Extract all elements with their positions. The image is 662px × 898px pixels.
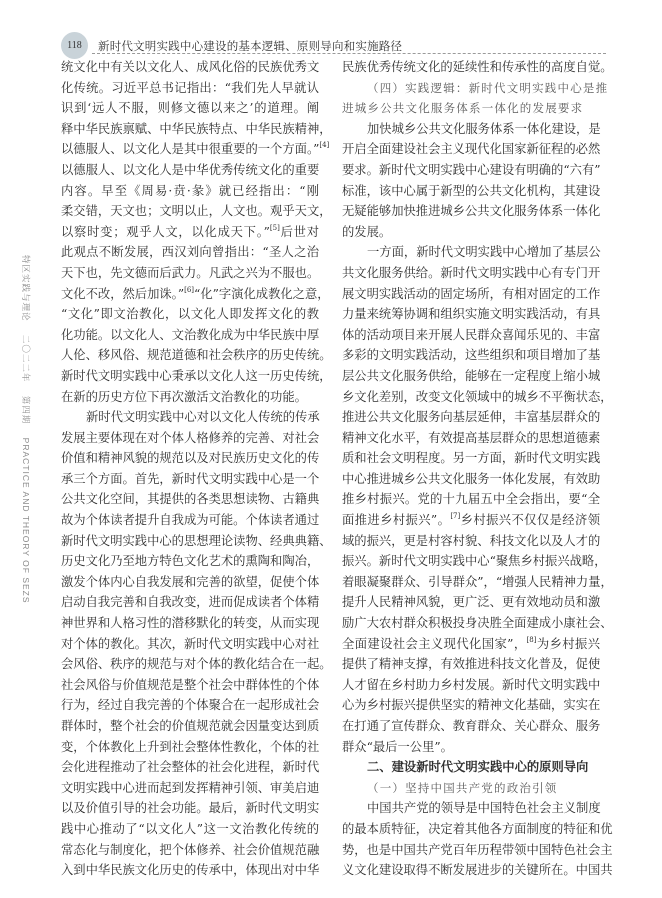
text-line	[61, 119, 332, 140]
text-segment: 力量来统筹协调和组织实施文明实践活动，有具	[342, 307, 601, 322]
text-line	[61, 57, 319, 78]
text-segment: 域的振兴，更是村容村貌、科技文化以及人才的	[342, 533, 601, 548]
text-line	[61, 139, 330, 160]
text-segment: 推进公共文化服务向基层延伸，丰富基层群众的	[342, 410, 601, 425]
text-line	[61, 201, 332, 222]
text-segment: 激发个体内心自我发展和完善的欲望，促使个体	[61, 574, 320, 589]
text-segment: 提升人民精神风貌，更广泛、更有效地动员和激	[342, 595, 601, 610]
text-line	[61, 242, 319, 263]
text-line	[342, 819, 613, 840]
text-line	[61, 181, 319, 202]
text-line	[61, 654, 332, 675]
text-segment: 群体时，整个社会的价值规范就会因量变达到质	[61, 719, 320, 733]
text-segment: 内容。早至《周易·贲·彖》就已经指出：“刚	[61, 183, 319, 198]
text-line	[342, 613, 613, 634]
text-line	[61, 78, 319, 99]
text-segment: 的最本质特征，决定着其他各方面制度的特征和优	[342, 821, 613, 836]
text-line	[61, 860, 319, 881]
text-line	[342, 654, 600, 675]
text-segment: 公共文化空间，其提供的各类思想读物、古籍典	[61, 492, 320, 507]
text-line	[342, 242, 600, 263]
citation-marker: [4]	[319, 141, 330, 150]
text-segment: 化功能。以文化人、文治教化成为中华民族中厚	[61, 327, 320, 342]
subsection-heading-line	[342, 78, 609, 99]
text-segment: 进城乡公共文化服务体系一体化的发展要求	[342, 101, 584, 116]
running-header-title: 新时代文明实践中心建设的基本逻辑、原则导向和实施路径	[98, 39, 403, 53]
text-segment: 着眼凝聚群众、引导群众”，“增强人民精神力量，	[342, 574, 613, 589]
section-heading	[342, 757, 600, 778]
text-line	[61, 798, 319, 819]
text-line	[61, 778, 319, 799]
text-segment: 人才留在乡村助力乡村发展。新时代文明实践中	[342, 677, 601, 692]
text-segment: “化”字演化成教化之意，	[194, 286, 330, 301]
text-segment: （一）坚持中国共产党的政治引领	[367, 780, 558, 795]
text-line	[61, 407, 319, 428]
text-line	[61, 345, 332, 366]
text-line	[342, 860, 613, 881]
text-segment: 以及价值引导的社会功能。最后，新时代文明实	[61, 801, 320, 816]
text-line	[342, 572, 613, 593]
text-segment: 乡村振兴不仅仅是经济领	[460, 513, 600, 528]
text-line	[342, 387, 613, 408]
text-segment: 社会风俗与价值规范是整个社会中群体性的个体	[61, 677, 320, 692]
text-line	[61, 757, 319, 778]
text-line	[61, 551, 319, 572]
text-line	[342, 139, 600, 160]
text-line	[342, 716, 600, 737]
text-segment: 新时代文明实践中心对以文化人传统的传承	[86, 410, 320, 425]
text-line	[342, 551, 607, 572]
text-line	[342, 798, 600, 819]
text-line	[342, 119, 600, 140]
text-segment: 变，个体教化上升到社会整体性教化，个体的社	[61, 739, 320, 754]
journal-name: 特区实践与理论	[21, 255, 31, 322]
header-divider	[92, 53, 606, 54]
text-segment: 以察时变；观乎人文，以化成天下。”	[61, 224, 270, 239]
text-line	[342, 222, 600, 243]
text-segment: 承三个方面。首先，新时代文明实践中心是一个	[61, 471, 320, 486]
text-line	[61, 613, 319, 634]
text-segment: 常态化与制度化，把个体修养、社会价值规范融	[61, 842, 320, 857]
journal-issue: 第四期	[21, 395, 31, 425]
text-segment: 体的活动项目来开展人民群众喜闻乐见的、丰富	[342, 327, 601, 342]
text-segment: 在打通了宣传群众、教育群众、关心群众、服务	[342, 719, 601, 733]
text-line	[61, 737, 319, 758]
text-line	[342, 57, 613, 78]
text-segment: 中国共产党的领导是中国特色社会主义制度	[367, 801, 601, 816]
text-line	[61, 304, 319, 325]
subsection-heading-line	[342, 98, 600, 119]
text-line	[61, 469, 319, 490]
text-segment: 价值和精神风貌的规范以及对民族历史文化的传	[61, 451, 320, 466]
text-segment: 要求。新时代文明实践中心建设有明确的“六有”	[342, 162, 601, 177]
text-segment: 发展主要体现在对个体人格修养的完善、对社会	[61, 430, 320, 445]
text-line	[61, 284, 330, 305]
text-line	[342, 325, 600, 346]
text-line	[61, 819, 319, 840]
text-segment: 民族优秀传统文化的延续性和传承性的高度自觉。	[342, 60, 613, 74]
text-line	[342, 263, 600, 284]
text-segment: 后世对	[279, 224, 319, 239]
text-segment: 会风俗、秩序的规范与对个体的教化结合在一起。	[61, 657, 332, 672]
text-line	[342, 531, 600, 552]
right-text-column	[342, 57, 613, 881]
text-segment: 故为个体读者提升自我成为可能。个体读者通过	[61, 513, 320, 528]
text-segment: 层公共文化服务供给，能够在一定程度上缩小城	[342, 368, 601, 383]
text-line	[342, 675, 600, 696]
text-segment: 面推进乡村振兴”。	[342, 513, 451, 528]
text-segment: “文化”即文治教化，以文化人即发挥文化的教	[61, 307, 319, 322]
text-segment: 的发展。	[342, 224, 392, 239]
text-segment: 标准，该中心属于新型的公共文化机构，其建设	[342, 183, 601, 198]
journal-english-name: PRACTICE AND THEORY OF SEZS	[21, 437, 31, 604]
text-segment: 在新的历史方位下再次激活文治教化的功能。	[61, 389, 307, 404]
text-line	[342, 634, 600, 655]
text-segment: 释中华民族禀赋、中华民族特点、中华民族精神，	[61, 121, 332, 136]
text-segment: 质和社会文明程度。另一方面，新时代文明实践	[342, 451, 601, 466]
text-segment: 行为，经过自我完善的个体聚合在一起形成社会	[61, 698, 320, 713]
page-number-badge	[61, 32, 88, 59]
text-line	[342, 737, 600, 758]
text-line	[61, 448, 319, 469]
text-segment: 新时代文明实践中心的思想理论读物、经典典籍、	[61, 533, 332, 548]
text-line	[342, 469, 600, 490]
text-segment: 对个体的教化。其次，新时代文明实践中心对社	[61, 636, 320, 651]
text-segment: 此观点不断发展，西汉刘向曾指出：“圣人之治	[61, 245, 319, 260]
text-segment: 化传统。习近平总书记指出：“我们先人早就认	[61, 80, 319, 95]
text-line	[342, 489, 600, 510]
text-segment: 推乡村振兴。党的十九届五中全会指出，要“全	[342, 492, 600, 507]
text-line	[61, 222, 319, 243]
text-line	[342, 428, 600, 449]
text-segment: 文化不改，然后加诛。”	[61, 286, 185, 301]
journal-year: 二〇二二年	[21, 334, 31, 383]
citation-marker: [5]	[269, 223, 280, 232]
text-line	[61, 428, 319, 449]
text-line	[61, 366, 332, 387]
text-line	[342, 695, 600, 716]
left-text-column	[61, 57, 332, 881]
text-segment: 以德服人、以文化人是其中很重要的一个方面。”	[61, 142, 320, 157]
text-line	[61, 572, 319, 593]
text-segment: 柔交错，天文也；文明以止，人文也。观乎天文，	[61, 204, 332, 219]
text-line	[61, 98, 319, 119]
text-line	[342, 510, 600, 531]
text-line	[342, 840, 613, 861]
text-segment: 一方面，新时代文明实践中心增加了基层公	[367, 245, 601, 260]
text-line	[342, 284, 600, 305]
text-line	[342, 304, 600, 325]
text-segment: 中心推进城乡公共文化服务一体化发展，有效助	[342, 471, 601, 486]
text-segment: 入到中华民族文化历史的传承中，体现出对中华	[61, 863, 320, 878]
text-line	[61, 489, 319, 510]
text-segment: 全面建设社会主义现代化国家”，	[342, 636, 527, 651]
citation-marker: [7]	[450, 512, 461, 521]
text-segment: 振兴。新时代文明实践中心“聚焦乡村振兴战略，	[342, 554, 607, 569]
text-line	[61, 510, 319, 531]
text-segment: 共文化服务供给。新时代文明实践中心有专门开	[342, 265, 601, 280]
text-line	[61, 634, 319, 655]
text-segment: 励广大农村群众积极投身决胜全面建成小康社会、	[342, 616, 613, 631]
text-line	[61, 325, 319, 346]
text-segment: 展文明实践活动的固定场所，有相对固定的工作	[342, 286, 601, 301]
text-segment: 群众“最后一公里”。	[342, 739, 453, 754]
text-line	[342, 592, 600, 613]
text-line	[61, 387, 319, 408]
text-line	[342, 448, 600, 469]
text-segment: 神世界和人格习性的潜移默化的转变，从而实现	[61, 616, 320, 631]
text-segment: 天下也，先文德而后武力。凡武之兴为不服也。	[61, 265, 320, 280]
citation-marker: [8]	[526, 635, 537, 644]
text-segment: 以德服人、以文化人是中华优秀传统文化的重要	[61, 162, 320, 177]
text-segment: 人伦、移风俗、规范道德和社会秩序的历史传统。	[61, 348, 332, 363]
text-line	[61, 592, 319, 613]
text-segment: 乡文化差别，改变文化领域中的城乡不平衡状态，	[342, 389, 613, 404]
text-line	[342, 181, 600, 202]
text-segment: 开启全面建设社会主义现代化国家新征程的必然	[342, 142, 601, 157]
text-line	[61, 263, 319, 284]
text-line	[342, 160, 600, 181]
text-line	[61, 840, 319, 861]
text-line	[61, 531, 332, 552]
text-segment: 精神文化水平，有效提高基层群众的思想道德素	[342, 430, 601, 445]
journal-side-label	[20, 255, 32, 614]
text-segment: 识到‘远人不服，则修文德以来之’的道理。阐	[61, 101, 319, 116]
text-segment: 势，也是中国共产党百年历程带领中国特色社会主	[342, 842, 613, 857]
text-line	[61, 160, 319, 181]
text-line	[61, 716, 319, 737]
text-line	[61, 675, 319, 696]
text-segment: 统文化中有关以文化人、成风化俗的民族优秀文	[61, 60, 320, 74]
text-line	[342, 345, 600, 366]
text-segment: 新时代文明实践中心秉承以文化人这一历史传统，	[61, 368, 332, 383]
text-segment: 提供了精神支撑，有效推进科技文化普及，促使	[342, 657, 601, 672]
text-segment: 启动自我完善和自我改变，进而促成读者个体精	[61, 595, 320, 610]
citation-marker: [6]	[184, 285, 195, 294]
text-segment: 加快城乡公共文化服务体系一体化建设，是	[367, 121, 601, 136]
text-segment: 践中心推动了“以文化人”这一文治教化传统的	[61, 821, 319, 836]
text-segment: 义文化建设取得不断发展进步的关键所在。中国共	[342, 863, 613, 878]
text-segment: 二、建设新时代文明实践中心的原则导向	[367, 759, 589, 775]
text-segment: 历史文化乃至地方特色文化艺术的熏陶和陶冶，	[61, 554, 320, 569]
text-segment: （四）实践逻辑：新时代文明实践中心是推	[367, 80, 609, 95]
text-segment: 多彩的文明实践活动，这些组织和项目增加了基	[342, 348, 601, 363]
text-segment: 为乡村振兴	[536, 636, 600, 651]
subsection-heading-line	[342, 778, 600, 799]
text-line	[342, 366, 600, 387]
text-line	[342, 407, 600, 428]
text-segment: 文明实践中心进而起到发挥精神引领、审美启迪	[61, 780, 320, 795]
text-segment: 会化进程推动了社会整体的社会化进程，新时代	[61, 760, 320, 775]
text-segment: 心为乡村振兴提供坚实的精神文化基础，实实在	[342, 698, 601, 713]
text-line	[342, 201, 600, 222]
page-number: 118	[67, 40, 82, 51]
text-line	[61, 695, 319, 716]
text-segment: 无疑能够加快推进城乡公共文化服务体系一体化	[342, 204, 601, 219]
